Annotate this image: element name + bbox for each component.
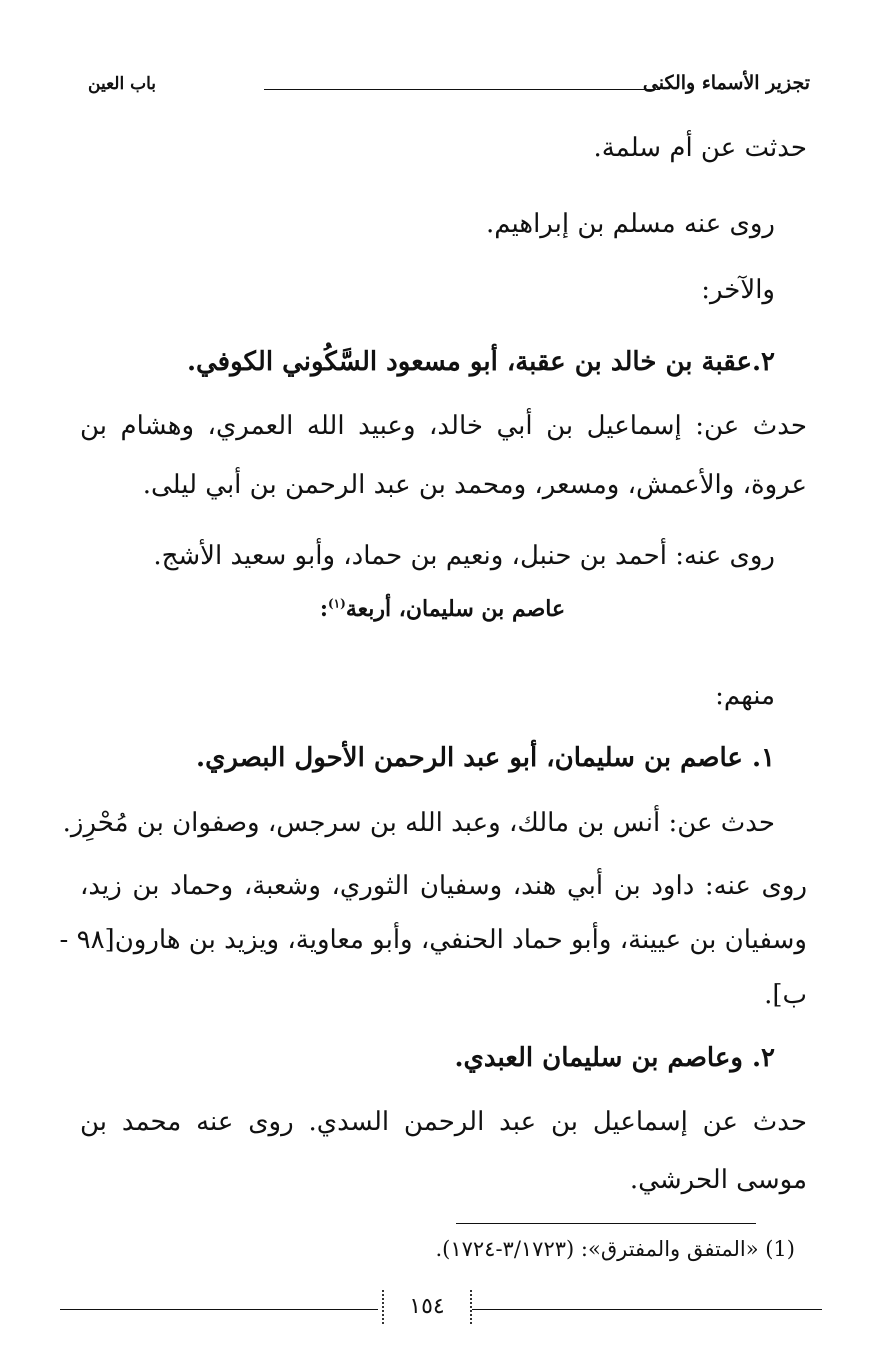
footnote-ref: (١) [327,596,346,611]
page-footer [60,1288,822,1328]
footer-rule-left [60,1309,378,1310]
text-line: روى عنه: أحمد بن حنبل، ونعيم بن حماد، وأبو سعيد الأشج. [153,541,775,571]
entry-title: ١. عاصم بن سليمان، أبو عبد الرحمن الأحول البصري. [196,743,775,773]
text-line: حدث عن: أنس بن مالك، وعبد الله بن سرجس، وصفوان بن مُحْرِز. [62,808,775,838]
text-line: وسفيان بن عيينة، وأبو حماد الحنفي، وأبو معاوية، ويزيد بن هارون[٩٨ - [59,925,807,955]
section-heading-colon: : [319,596,328,622]
footnote-rule [456,1223,756,1224]
chapter-title: باب العين [88,74,157,94]
text-line: روى عنه مسلم بن إبراهيم. [485,209,775,239]
running-header [88,68,810,104]
footer-rule-right [472,1309,822,1310]
text-line: ب]. [764,980,807,1010]
text-line: حدثت عن أم سلمة. [593,133,807,163]
header-rule [264,89,660,90]
text-line: منهم: [715,681,775,711]
text-line: روى عنه: داود بن أبي هند، وسفيان الثوري، وشعبة، وحماد بن زيد، [80,871,807,901]
text-line: حدث عن: إسماعيل بن أبي خالد، وعبيد الله العمري، وهشام بن [80,411,807,441]
book-title: تجزير الأسماء والكنى [642,72,810,94]
entry-title: ٢.عقبة بن خالد بن عقبة، أبو مسعود السَّكُوني الكوفي. [186,347,775,377]
entry-title: ٢. وعاصم بن سليمان العبدي. [454,1043,775,1073]
page-number: ١٥٤ [382,1290,472,1324]
footnote: (1) «المتفق والمفترق»: (٣/١٧٢٣-١٧٢٤). [435,1237,795,1261]
text-line: عروة، والأعمش، ومسعر، ومحمد بن عبد الرحمن بن أبي ليلى. [142,470,807,500]
section-heading-text: عاصم بن سليمان، أربعة [345,596,566,622]
section-heading [0,596,885,622]
text-line: والآخر: [701,275,775,305]
text-line: موسى الحرشي. [629,1165,807,1195]
text-line: حدث عن إسماعيل بن عبد الرحمن السدي. روى عنه محمد بن [80,1107,807,1137]
